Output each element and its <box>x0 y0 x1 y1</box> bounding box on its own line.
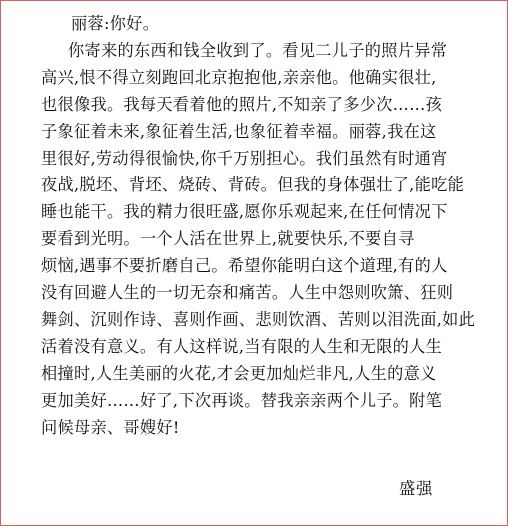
letter-line: 相撞时,人生美丽的火花,才会更加灿烂非凡,人生的意义 <box>41 363 437 383</box>
letter-line: 问候母亲、哥嫂好! <box>41 417 180 437</box>
letter-line: 也很像我。我每天看着他的照片,不知亲了多少次……孩 <box>41 94 443 114</box>
letter-line: 子象征着未来,象征着生活,也象征着幸福。丽蓉,我在这 <box>41 121 437 141</box>
letter-line: 活着没有意义。有人这样说,当有限的人生和无限的人生 <box>41 336 443 356</box>
letter-line: 要看到光明。一个人活在世界上,就要快乐,不要自寻 <box>41 229 415 249</box>
letter-line: 夜战,脱坯、背坯、烧砖、背砖。但我的身体强壮了,能吃能 <box>41 175 465 195</box>
letter-line: 高兴,恨不得立刻跑回北京抱抱他,亲亲他。他确实很壮, <box>41 67 437 87</box>
letter-body <box>41 11 486 442</box>
letter-line: 你寄来的东西和钱全收到了。看见二儿子的照片异常 <box>68 40 448 60</box>
salutation: 丽蓉:你好。 <box>71 14 160 33</box>
letter-line: 烦恼,遇事不要折磨自己。希望你能明白这个道理,有的人 <box>41 256 448 276</box>
letter-line: 舞剑、沉则作诗、喜则作画、悲则饮酒、苦则以泪洗面,如此 <box>41 309 476 329</box>
signature: 盛强 <box>399 479 434 498</box>
letter-line: 睡也能干。我的精力很旺盛,愿你乐观起来,在任何情况下 <box>41 202 448 222</box>
letter-line: 更加美好……好了,下次再谈。替我亲亲两个儿子。附笔 <box>41 390 443 410</box>
letter-line: 没有回避人生的一切无奈和痛苦。人生中怨则吹箫、狂则 <box>41 283 454 303</box>
letter-line: 里很好,劳动得很愉快,你千万别担心。我们虽然有时通宵 <box>41 148 448 168</box>
